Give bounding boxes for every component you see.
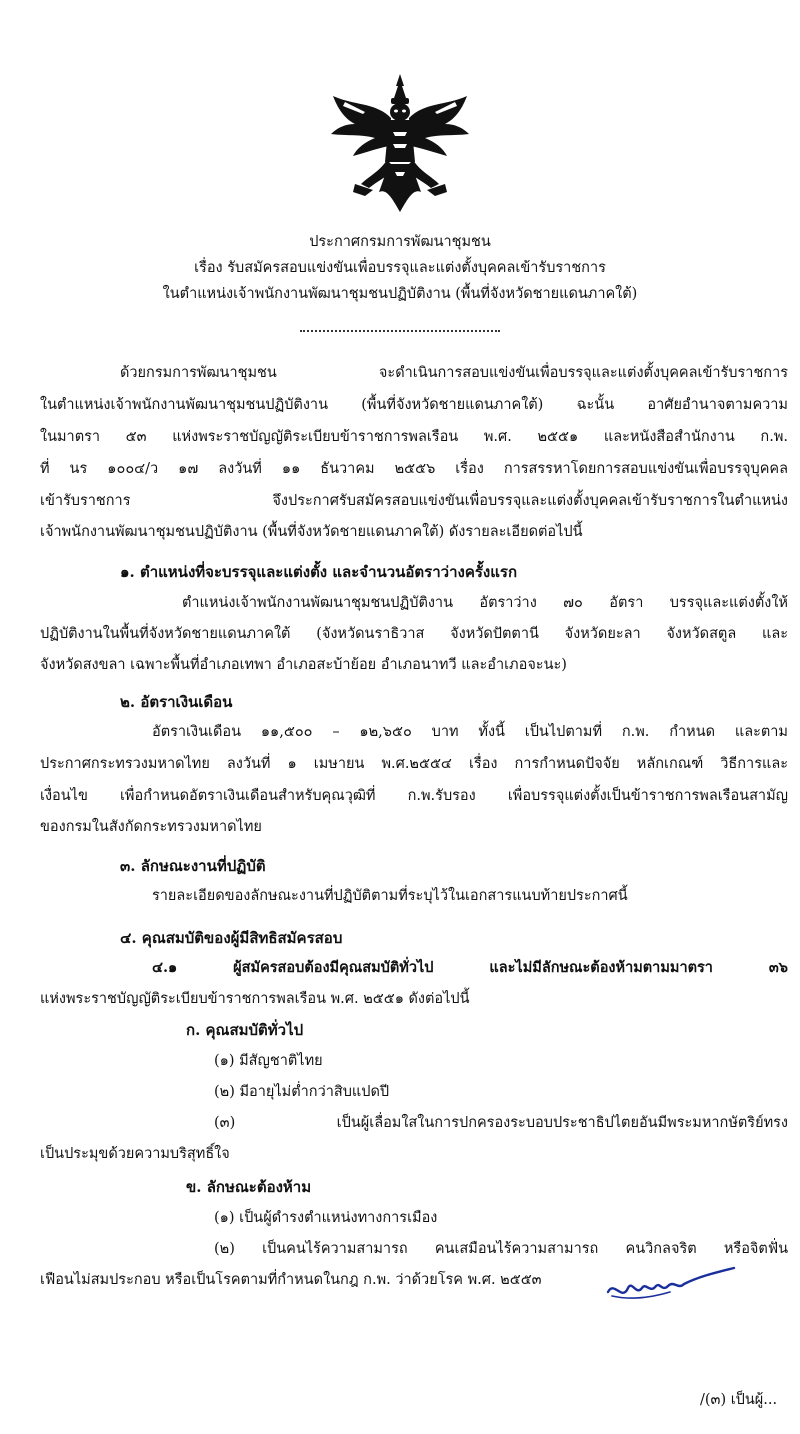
section-4-1-line: แห่งพระราชบัญญัติระเบียบข้าราชการพลเรือน พ.ศ. ๒๕๕๑ ดังต่อไปนี้ — [40, 991, 470, 1007]
qualification-item: เป็นประมุขด้วยความบริสุทธิ์ใจ — [40, 1146, 230, 1162]
section-4-heading: ๔. คุณสมบัติของผู้มีสิทธิสมัครสอบ — [120, 929, 343, 947]
section-3-line: รายละเอียดของลักษณะงานที่ปฏิบัติตามที่ระบุไว้ในเอกสารแนบท้ายประกาศนี้ — [152, 888, 628, 904]
section-2-line: ของกรมในสังกัดกระทรวงมหาดไทย — [40, 819, 262, 835]
section-1-line: จังหวัดสงขลา เฉพาะพื้นที่อำเภอเทพา อำเภอสะบ้าย้อย อำเภอนาทวี และอำเภอจะนะ) — [40, 657, 567, 673]
prohibition-item: (๑) เป็นผู้ดำรงตำแหน่งทางการเมือง — [214, 1210, 438, 1226]
prohibition-item: (๒) เป็นคนไร้ความสามารถ คนเสมือนไร้ความสามารถ คนวิกลจริต หรือจิตฟั่น — [214, 1241, 788, 1257]
intro-line: ที่ นร ๑๐๐๔/ว ๑๗ ลงวันที่ ๑๑ ธันวาคม ๒๕๕๖ เรื่อง การสรรหาโดยการสอบแข่งขันเพื่อบรรจุบุคคล — [40, 461, 788, 477]
continuation-marker: /(๓) เป็นผู้... — [700, 1392, 778, 1408]
qualification-item: (๒) มีอายุไม่ต่ำกว่าสิบแปดปี — [214, 1084, 390, 1100]
intro-line: เข้ารับราชการ จึงประกาศรับสมัครสอบแข่งขันเพื่อบรรจุและแต่งตั้งบุคคลเข้ารับราชการในตำแหน่ง — [40, 493, 788, 509]
announcement-position: ในตำแหน่งเจ้าพนักงานพัฒนาชุมชนปฏิบัติงาน (พื้นที่จังหวัดชายแดนภาคใต้) — [162, 286, 638, 302]
section-2-line: ประกาศกระทรวงมหาดไทย ลงวันที่ ๑ เมษายน พ.ศ.๒๕๕๔ เรื่อง การกำหนดปัจจัย หลักเกณฑ์ วิธีการและ — [40, 756, 788, 772]
garuda-emblem-icon — [325, 72, 475, 222]
qualification-item: (๓) เป็นผู้เลื่อมใสในการปกครองระบอบประชาธิปไตยอันมีพระมหากษัตริย์ทรง — [214, 1115, 788, 1131]
section-1-line: ปฏิบัติงานในพื้นที่จังหวัดชายแดนภาคใต้ (จังหวัดนราธิวาส จังหวัดปัตตานี จังหวัดยะลา จังหวัดสตูล และ — [40, 626, 788, 642]
section-4-1-line: ๔.๑ ผู้สมัครสอบต้องมีคุณสมบัติทั่วไป และไม่มีลักษณะต้องห้ามตามมาตรา ๓๖ — [152, 959, 788, 976]
section-2-line: อัตราเงินเดือน ๑๑,๕๐๐ – ๑๒,๖๕๐ บาท ทั้งนี้ เป็นไปตามที่ ก.พ. กำหนด และตาม — [152, 724, 788, 740]
intro-line: ด้วยกรมการพัฒนาชุมชน จะดำเนินการสอบแข่งขันเพื่อบรรจุและแต่งตั้งบุคคลเข้ารับราชการ — [120, 365, 788, 381]
section-1-line: ตำแหน่งเจ้าพนักงานพัฒนาชุมชนปฏิบัติงาน อัตราว่าง ๗๐ อัตรา บรรจุและแต่งตั้งให้ — [182, 595, 788, 611]
intro-line: ในมาตรา ๕๓ แห่งพระราชบัญญัติระเบียบข้าราชการพลเรือน พ.ศ. ๒๕๕๑ และหนังสือสำนักงาน ก.พ. — [40, 429, 788, 445]
section-2-line: เงื่อนไข เพื่อกำหนดอัตราเงินเดือนสำหรับคุณวุฒิที่ ก.พ.รับรอง เพื่อบรรจุแต่งตั้งเป็นข้าราชการพลเรือนสามัญ — [40, 788, 788, 804]
intro-line: เจ้าพนักงานพัฒนาชุมชนปฏิบัติงาน (พื้นที่จังหวัดชายแดนภาคใต้) ดังรายละเอียดต่อไปนี้ — [40, 524, 583, 540]
announcement-subject: เรื่อง รับสมัครสอบแข่งขันเพื่อบรรจุและแต่งตั้งบุคคลเข้ารับราชการ — [194, 260, 606, 276]
announcement-title: ประกาศกรมการพัฒนาชุมชน — [309, 234, 491, 250]
section-3-heading: ๓. ลักษณะงานที่ปฏิบัติ — [120, 857, 266, 875]
header-divider — [300, 330, 500, 334]
qualification-heading: ก. คุณสมบัติทั่วไป — [186, 1021, 304, 1039]
signature-icon — [600, 1262, 740, 1312]
section-2-heading: ๒. อัตราเงินเดือน — [120, 693, 233, 711]
qualification-item: (๑) มีสัญชาติไทย — [214, 1053, 323, 1069]
prohibition-heading: ข. ลักษณะต้องห้าม — [186, 1178, 312, 1196]
section-1-heading: ๑. ตำแหน่งที่จะบรรจุและแต่งตั้ง และจำนวนอัตราว่างครั้งแรก — [120, 563, 518, 581]
prohibition-item: เฟือนไม่สมประกอบ หรือเป็นโรคตามที่กำหนดในกฎ ก.พ. ว่าด้วยโรค พ.ศ. ๒๕๕๓ — [40, 1272, 542, 1288]
intro-line: ในตำแหน่งเจ้าพนักงานพัฒนาชุมชนปฏิบัติงาน (พื้นที่จังหวัดชายแดนภาคใต้) ฉะนั้น อาศัยอำนาจตามความ — [40, 397, 788, 413]
